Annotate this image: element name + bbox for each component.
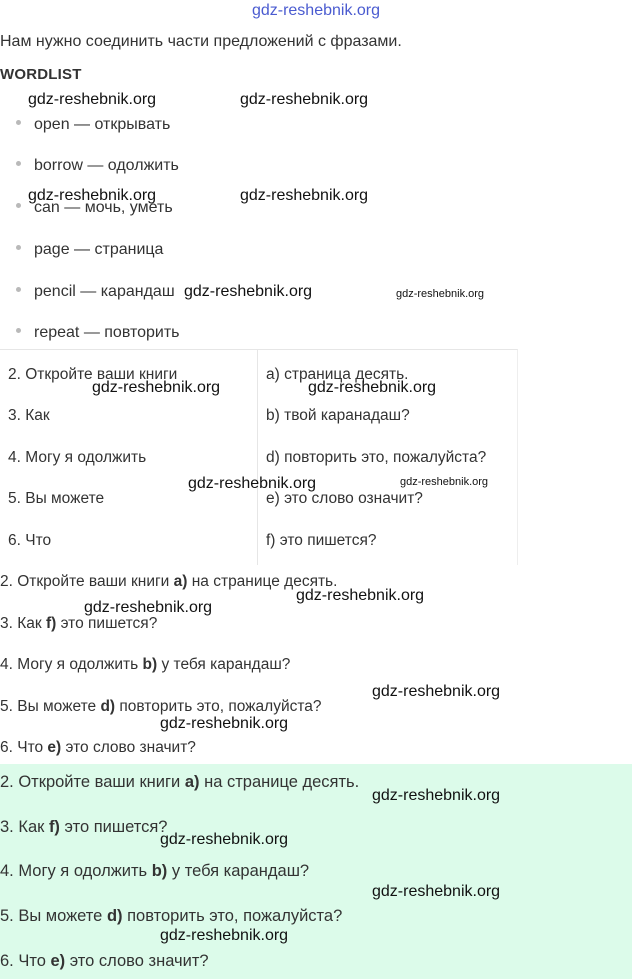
answer-start: 4. Могу я одолжить bbox=[0, 862, 152, 880]
answer-start: 3. Как bbox=[0, 615, 46, 632]
wordlist-item-text: borrow — одолжить bbox=[34, 157, 179, 174]
watermark: gdz-reshebnik.org bbox=[396, 288, 485, 300]
watermark: gdz-reshebnik.org bbox=[240, 91, 369, 108]
answer-letter: e) bbox=[50, 952, 66, 970]
bullet-icon bbox=[16, 203, 21, 208]
watermark: gdz-reshebnik.org bbox=[296, 587, 425, 604]
bullet-icon bbox=[16, 328, 21, 333]
intro-text: Нам нужно соединить части предложений с фразами. bbox=[0, 33, 402, 50]
watermark: gdz-reshebnik.org bbox=[372, 683, 501, 700]
answer-end: на странице десять. bbox=[187, 573, 338, 590]
wordlist-item-text: pencil — карандаш bbox=[34, 283, 175, 300]
answer-line bbox=[0, 656, 290, 674]
answer-letter: f) bbox=[45, 615, 57, 632]
answer-line bbox=[0, 573, 337, 591]
table-left-cell: 3. Как bbox=[8, 407, 50, 424]
wordlist-item-text: open — открывать bbox=[34, 116, 171, 133]
answer-letter: a) bbox=[173, 573, 188, 590]
answer-end: это пишется? bbox=[56, 615, 158, 632]
answer-letter: b) bbox=[151, 862, 168, 880]
watermark: gdz-reshebnik.org bbox=[28, 187, 157, 204]
answer-letter: d) bbox=[100, 698, 116, 715]
watermark: gdz-reshebnik.org bbox=[308, 379, 437, 396]
answer-end: это пишется? bbox=[59, 818, 168, 836]
answer-end: у тебя карандаш? bbox=[167, 862, 310, 880]
watermark: gdz-reshebnik.org bbox=[372, 883, 501, 900]
watermark: gdz-reshebnik.org bbox=[28, 91, 157, 108]
wordlist-item bbox=[16, 283, 175, 301]
answer-start: 2. Откройте ваши книги bbox=[0, 773, 185, 791]
answer-start: 2. Откройте ваши книги bbox=[0, 573, 174, 590]
wordlist-item-text: can — мочь, уметь bbox=[34, 199, 173, 216]
watermark: gdz-reshebnik.org bbox=[188, 475, 317, 492]
table-left-cell: 5. Вы можете bbox=[8, 490, 105, 507]
highlighted-answer-line bbox=[0, 952, 209, 971]
bullet-icon bbox=[16, 120, 21, 125]
watermark: gdz-reshebnik.org bbox=[160, 715, 289, 732]
watermark: gdz-reshebnik.org bbox=[84, 599, 213, 616]
highlighted-answer-line bbox=[0, 862, 309, 881]
answer-end: повторить это, пожалуйста? bbox=[115, 698, 322, 715]
table-left-cell: 2. Откройте ваши книги bbox=[8, 366, 178, 383]
watermark: gdz-reshebnik.org bbox=[184, 283, 313, 300]
site-header: gdz-reshebnik.org bbox=[251, 2, 381, 19]
table-left-cell: 4. Могу я одолжить bbox=[8, 449, 147, 466]
answer-start: 3. Как bbox=[0, 818, 49, 836]
highlighted-answer-line bbox=[0, 773, 359, 792]
table-right-cell: f) это пишется? bbox=[266, 532, 377, 549]
answer-line bbox=[0, 739, 196, 757]
answer-start: 5. Вы можете bbox=[0, 698, 101, 715]
watermark: gdz-reshebnik.org bbox=[372, 787, 501, 804]
watermark: gdz-reshebnik.org bbox=[160, 831, 289, 848]
table-right-cell: b) твой каранадаш? bbox=[266, 407, 410, 424]
answer-end: повторить это, пожалуйста? bbox=[122, 907, 343, 925]
table-right-cell: d) повторить это, пожалуйста? bbox=[266, 449, 487, 466]
answer-start: 4. Могу я одолжить bbox=[0, 656, 143, 673]
answer-letter: a) bbox=[184, 773, 200, 791]
answer-start: 6. Что bbox=[0, 952, 51, 970]
highlighted-answer-line bbox=[0, 818, 167, 837]
table-right-cell: a) страница десять. bbox=[266, 366, 409, 383]
wordlist-title: WORDLIST bbox=[0, 66, 82, 83]
answer-letter: f) bbox=[48, 818, 60, 836]
bullet-icon bbox=[16, 245, 21, 250]
watermark: gdz-reshebnik.org bbox=[92, 379, 221, 396]
wordlist-item bbox=[16, 157, 179, 175]
watermark: gdz-reshebnik.org bbox=[400, 476, 489, 488]
table-divider bbox=[257, 350, 258, 565]
answer-end: у тебя карандаш? bbox=[157, 656, 291, 673]
answer-letter: e) bbox=[47, 739, 62, 756]
wordlist-item bbox=[16, 241, 163, 259]
watermark: gdz-reshebnik.org bbox=[160, 927, 289, 944]
table-right-cell: e) это слово означит? bbox=[266, 490, 423, 507]
answer-start: 6. Что bbox=[0, 739, 48, 756]
answer-line bbox=[0, 615, 157, 633]
answer-start: 5. Вы можете bbox=[0, 907, 107, 925]
answer-end: на странице десять. bbox=[199, 773, 360, 791]
wordlist-item bbox=[16, 116, 170, 134]
highlighted-answer-line bbox=[0, 907, 342, 926]
answer-end: это слово значит? bbox=[65, 952, 209, 970]
table-left-cell: 6. Что bbox=[8, 532, 52, 549]
wordlist-item-text: page — страница bbox=[34, 241, 164, 258]
answer-letter: d) bbox=[106, 907, 123, 925]
answer-end: это слово значит? bbox=[61, 739, 196, 756]
watermark: gdz-reshebnik.org bbox=[240, 187, 369, 204]
answer-letter: b) bbox=[142, 656, 158, 673]
answer-line bbox=[0, 698, 322, 716]
bullet-icon bbox=[16, 287, 21, 292]
bullet-icon bbox=[16, 161, 21, 166]
wordlist-item-text: repeat — повторить bbox=[34, 324, 180, 341]
wordlist-item bbox=[16, 324, 180, 342]
